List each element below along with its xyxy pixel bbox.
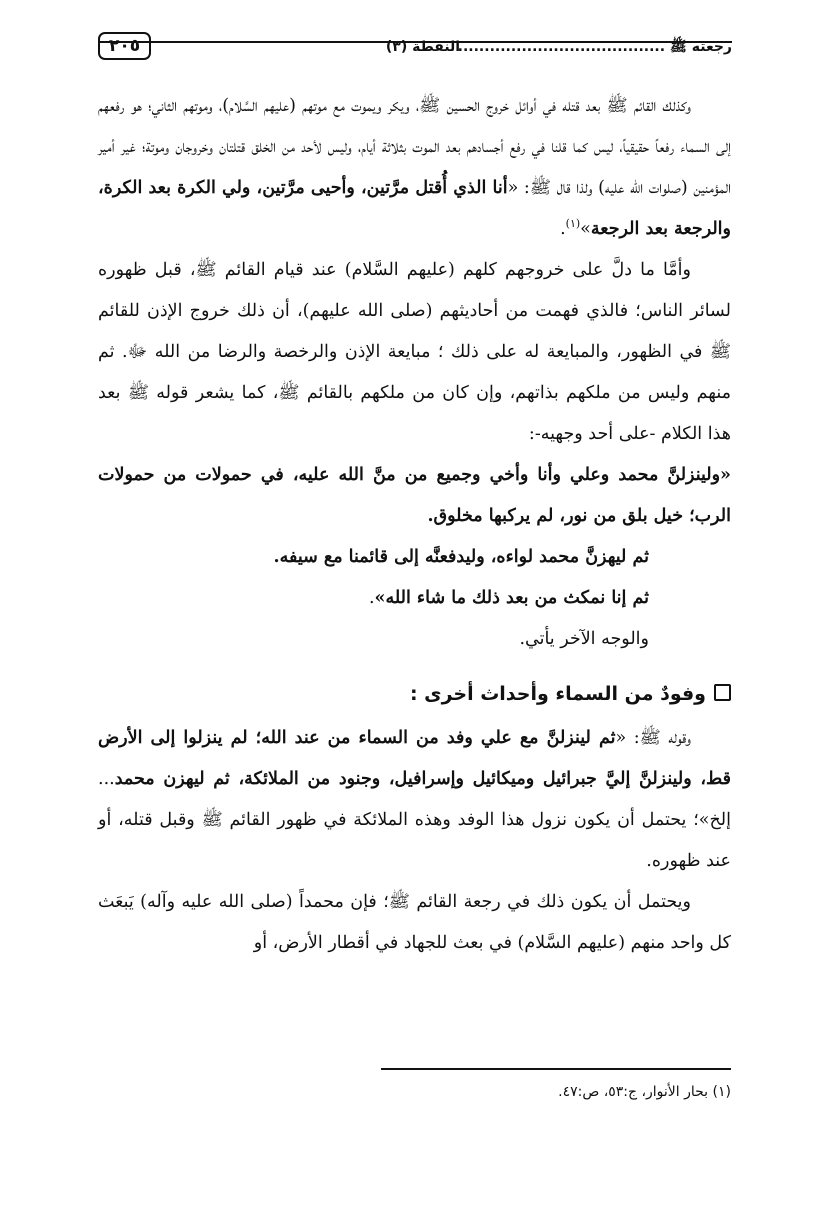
footnote-ref: (١) bbox=[565, 217, 581, 231]
paragraph-1-tail: . bbox=[560, 219, 566, 239]
footnote-rule bbox=[381, 1068, 731, 1070]
paragraph-1 bbox=[98, 86, 731, 250]
paragraph-4-rest: ... إلخ»؛ يحتمل أن يكون نزول هذا الوفد وهذه الملائكة في ظهور القائم ﷺ وقبل قتله، أو عند ظهوره. bbox=[98, 769, 731, 871]
quote-close: » bbox=[580, 219, 591, 239]
quote-line-3 bbox=[98, 578, 731, 619]
quote-bold: أنا الذي أُقتل مرَّتين، وأحيى مرَّتين، ولي الكرة بعد الكرة، والرجعة بعد الرجعة bbox=[98, 178, 731, 239]
section-heading bbox=[98, 670, 731, 718]
paragraph-5: ويحتمل أن يكون ذلك في رجعة القائم ﷺ؛ فإن محمداً (صلى الله عليه وآله) يَبعَث كل واحد منهم (عليهم السَّلام) في بعث للجهاد في أقطار الأرض، أو bbox=[98, 892, 731, 953]
header-rule bbox=[98, 41, 732, 43]
page-number: ٢٠٥ bbox=[98, 32, 151, 60]
paragraph-1-text: وكذلك القائم ﷺ بعد قتله في أوائل خروج الحسين ﷺ، ويكر ويموت مع موتهم (عليهم السَّلام)، وموتهم الثاني؛ هو رفعهم إلى السماء رفعاً حقيقياً، ليس كما قلنا في رفع أجسادهم بعد الموت بثلاثة أيام، وليس لأحد من الخلق قتلتان وخروجان وموتة؛ غير أمير المؤمنين (صلوات الله عليه) ولذا قال ﷺ: « bbox=[98, 96, 731, 198]
quote-line-3-text: ثم إنا نمكث من بعد ذلك ما شاء الله» bbox=[374, 588, 649, 608]
quote-line-1: «ولينزلنَّ محمد وعلي وأنا وأخي وجميع من منَّ الله عليه، في حمولات من حمولات الرب؛ خيل بلق من نور، لم يركبها مخلوق. bbox=[98, 465, 731, 526]
chapter-title: النقطة (٣) bbox=[385, 39, 461, 55]
paragraph-4-lead: وقوله ﷺ: « bbox=[615, 728, 691, 748]
page-body bbox=[98, 86, 731, 964]
section-heading-text: وفودٌ من السماء وأحداث أخرى : bbox=[409, 683, 706, 705]
footnote: (١) بحار الأنوار، ج:٥٣، ص:٤٧. bbox=[558, 1084, 731, 1100]
square-bullet-icon bbox=[714, 684, 731, 701]
paragraph-4-quote: ثم لينزلنَّ مع علي وفد من السماء من عند الله؛ لم ينزلوا إلى الأرض قط، ولينزلنَّ إليَّ جبرائيل وميكائيل وإسرافيل، وجنود من الملائكة، ثم ليهزن محمد bbox=[98, 728, 731, 789]
page-header bbox=[98, 30, 732, 70]
paragraph-2: وأمَّا ما دلَّ على خروجهم كلهم (عليهم السَّلام) عند قيام القائم ﷺ، قبل ظهوره لسائر الناس؛ فالذي فهمت من أحاديثهم (صلى الله عليهم)، أن ذلك خروج الإذن للقائم ﷺ في الظهور، والمبايعة له على ذلك ؛ مبايعة الإذن والرخصة والرضا من الله ﷻ. ثم منهم وليس من ملكهم بذاتهم، وإن كان من ملكهم بالقائم ﷺ، كما يشعر قوله ﷺ بعد هذا الكلام -على أحد وجهيه-: bbox=[98, 260, 731, 444]
running-head: رجعته ﷺ ....................................... bbox=[457, 39, 732, 55]
quote-line-3-tail: . bbox=[368, 588, 375, 608]
quote-line-2: ثم ليهزنَّ محمد لواءه، وليدفعنَّه إلى قائمنا مع سيفه. bbox=[273, 547, 649, 567]
paragraph-4 bbox=[98, 718, 731, 882]
paragraph-3: والوجه الآخر يأتي. bbox=[519, 629, 649, 649]
